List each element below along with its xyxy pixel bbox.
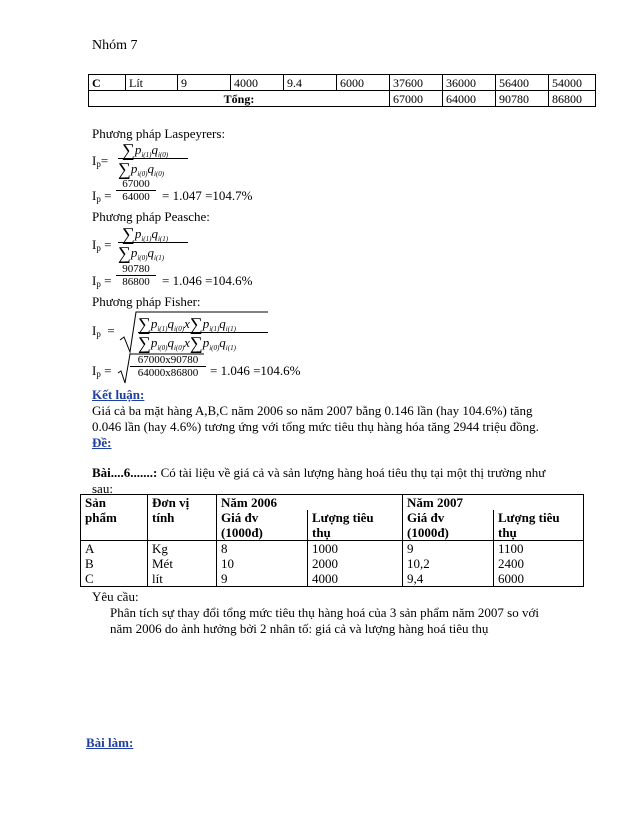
header-qty-2007: Lượng tiêu thụ: [494, 510, 584, 541]
group-label: Nhóm 7: [92, 38, 138, 53]
header-unit: Đơn vị tính: [148, 495, 217, 541]
requirement-line-1: Phân tích sự thay đổi tổng mức tiêu thụ hàng hoá của 3 sản phẩm năm 2007 so với: [110, 605, 539, 620]
exercise-heading: Đề:: [92, 435, 112, 450]
header-qty-2006: Lượng tiêu thụ: [308, 510, 403, 541]
table-cell: 37600: [390, 75, 443, 91]
header-price-2006: Giá đv (1000đ): [217, 510, 308, 541]
paasche-result: = 1.046 =104.6%: [162, 273, 253, 288]
header-2007: Năm 2007: [403, 495, 584, 511]
paasche-ip-symbol-2: Ip =: [92, 273, 112, 289]
table-cell: 64000: [443, 91, 496, 107]
requirement-line-2: năm 2006 do ảnh hưởng bởi 2 nhân tố: giá cả và lượng hàng hoá tiêu thụ: [110, 621, 489, 636]
conclusion-heading: Kết luận:: [92, 387, 145, 402]
header-price-2007: Giá đv (1000đ): [403, 510, 494, 541]
table-cell: 9.4: [284, 75, 337, 91]
total-label: Tổng:: [89, 91, 390, 107]
table-cell: 54000: [549, 75, 596, 91]
conclusion-line-2: 0.046 lần (hay 4.6%) tương ứng với tổng mức tiêu thụ hàng hóa tăng 2944 triệu đồng.: [92, 419, 539, 434]
table-cell: 86800: [549, 91, 596, 107]
table-row-total: [89, 91, 596, 107]
exercise-title-line-2: sau:: [92, 481, 113, 496]
table-cell: 90780: [496, 91, 549, 107]
conclusion-line-1: Giá cả ba mặt hàng A,B,C năm 2006 so năm 2007 bằng 0.146 lần (hay 104.6%) tăng: [92, 403, 533, 418]
table-header-row: [81, 495, 584, 511]
paasche-ip-symbol: Ip =: [92, 237, 112, 253]
fisher-ip-symbol: Ip =: [92, 323, 115, 339]
summary-table: [88, 74, 596, 107]
table-cell: 4000: [231, 75, 284, 91]
header-product: Sản phẩm: [81, 495, 148, 541]
table-cell: 6000: [337, 75, 390, 91]
exercise-title: Bài....6.......: Có tài liệu về giá cả và sản lượng hàng hoá tiêu thụ tại một thị trường như: [92, 465, 546, 480]
fisher-formula: $\sum p_{i(1)}q_{i(0)}x\sum p_{i(1)}q_{i(1)}$ $\sum p_{i(0)}q_{i(0)}x\sum p_{i(0)}q_{i(1)}$: [138, 312, 268, 352]
laspeyres-ip-symbol: Ip=: [92, 153, 109, 169]
table-cell: 36000: [443, 75, 496, 91]
unit-cell: Kg Mét lít: [148, 541, 217, 587]
qty-2006-cell: 1000 2000 4000: [308, 541, 403, 587]
price-2007-cell: 9 10,2 9,4: [403, 541, 494, 587]
table-cell: Lít: [126, 75, 178, 91]
laspeyres-result: = 1.047 =104.7%: [162, 188, 253, 203]
table-cell: 9: [178, 75, 231, 91]
table-cell: 67000: [390, 91, 443, 107]
laspeyres-formula: $\sum p_{i(1)}q_{i(0)}$ $\sum p_{i(0)}q_{i(0)}$: [118, 138, 188, 178]
paasche-formula: $\sum p_{i(1)}q_{i(1)}$ $\sum p_{i(0)}q_{i(1)}$: [118, 222, 188, 262]
price-2006-cell: 8 10 9: [217, 541, 308, 587]
paasche-title: Phương pháp Peasche:: [92, 209, 210, 224]
data-table: [80, 494, 584, 587]
laspeyres-ip-symbol-2: Ip =: [92, 188, 112, 204]
solution-heading: Bài làm:: [86, 735, 134, 750]
laspeyres-title: Phương pháp Laspeyrers:: [92, 126, 226, 141]
fisher-result: = 1.046 =104.6%: [210, 363, 301, 378]
product-cell: A B C: [81, 541, 148, 587]
fisher-title: Phương pháp Fisher:: [92, 294, 201, 309]
table-cell: C: [89, 75, 126, 91]
table-cell: 56400: [496, 75, 549, 91]
table-row: [89, 75, 596, 91]
paasche-fraction: $\frac{90780}{86800}$: [116, 263, 156, 288]
table-body-row: [81, 541, 584, 587]
header-2006: Năm 2006: [217, 495, 403, 511]
laspeyres-fraction: $\frac{67000}{64000}$: [116, 178, 156, 203]
qty-2007-cell: 1100 2400 6000: [494, 541, 584, 587]
fisher-ip-symbol-2: Ip =: [92, 363, 112, 379]
fisher-fraction: $\frac{67000x90780}{64000x86800}$: [130, 354, 206, 379]
requirement-label: Yêu cầu:: [92, 589, 139, 604]
